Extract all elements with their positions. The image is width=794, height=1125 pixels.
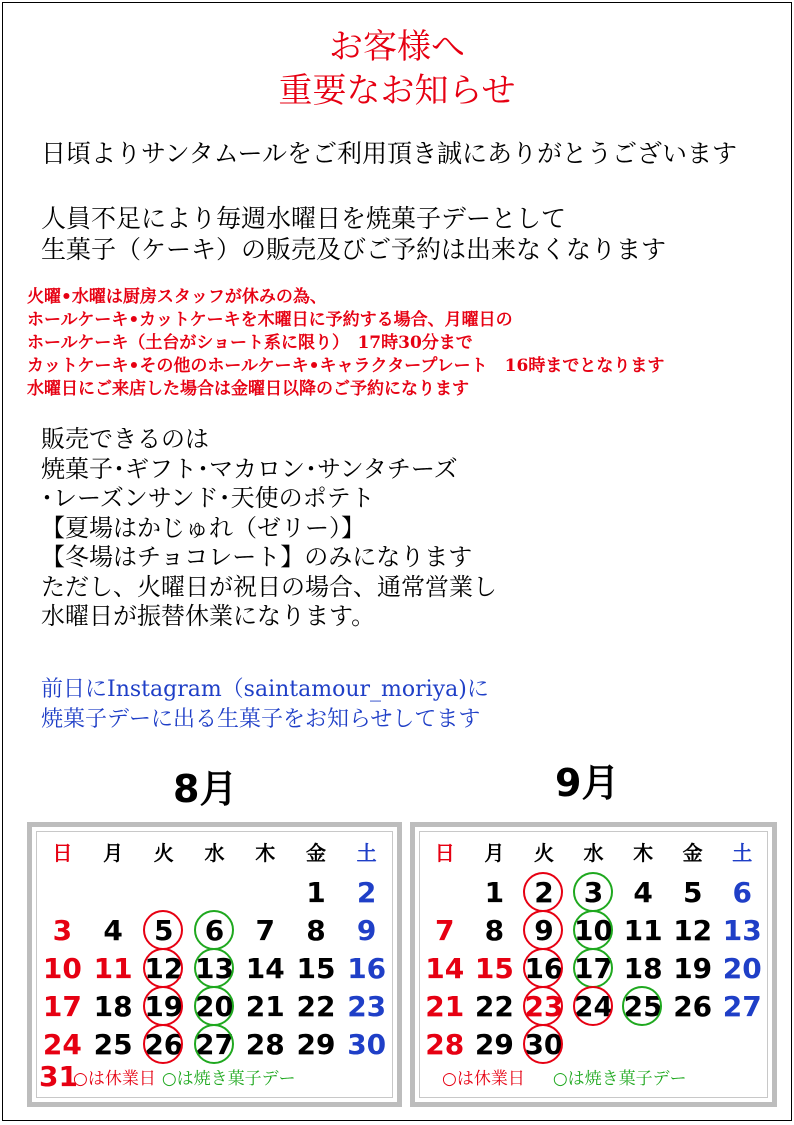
shortage-line-1: 人員不足により毎週水曜日を焼菓子デーとして	[41, 204, 567, 233]
september-calendar-frame	[419, 831, 768, 1098]
calendar-day: 22	[296, 990, 336, 1023]
legend-yaki: ○は焼き菓子デー	[161, 1069, 296, 1089]
weekday-label: 土	[356, 841, 377, 865]
calendar-legend	[442, 1067, 687, 1091]
weekday-header	[420, 838, 767, 868]
september-title: 9月	[555, 761, 620, 805]
note-line: カットケーキ•その他のホールケーキ•キャラクタープレート 16時までとなります	[27, 356, 665, 376]
calendar-day: 15	[474, 952, 514, 985]
calendar-day: 28	[245, 1028, 285, 1061]
instagram-line-1: 前日にInstagram（saintamour_moriya)に	[41, 677, 489, 702]
calendar-day: 19	[138, 988, 189, 1026]
calendar-day: 2	[356, 876, 377, 909]
calendar-day: 21	[245, 990, 285, 1023]
calendar-day: 9	[356, 914, 377, 947]
calendar-day: 19	[673, 952, 713, 985]
calendar-day: 25	[618, 988, 668, 1026]
calendar-empty-cell	[668, 1026, 718, 1064]
calendar-day: 11	[93, 952, 133, 985]
title-line-1: お客様へ	[329, 27, 465, 67]
product-line: 【夏場はかじゅれ（ゼリー）】	[41, 513, 365, 542]
calendar-day: 29	[474, 1028, 514, 1061]
august-calendar	[27, 822, 402, 1107]
day-grid	[420, 874, 767, 1064]
calendar-day: 14	[245, 952, 285, 985]
calendar-day: 17	[42, 990, 82, 1023]
shortage-notice	[41, 203, 666, 265]
product-line: 焼菓子･ギフト･マカロン･サンタチーズ	[41, 454, 458, 483]
calendar-day: 13	[189, 950, 240, 988]
calendar-day: 14	[425, 952, 465, 985]
week-row	[37, 874, 392, 912]
weekday-label: 木	[255, 841, 276, 865]
calendar-day: 8	[306, 914, 326, 947]
title-line-2: 重要なお知らせ	[278, 71, 516, 111]
weekday-header	[37, 838, 392, 868]
calendar-day: 3	[52, 914, 73, 947]
greeting-text: 日頃よりサンタムールをご利用頂き誠にありがとうございます	[41, 139, 738, 168]
calendar-day: 20	[722, 952, 762, 985]
product-line: 【冬場はチョコレート】のみになります	[41, 543, 473, 571]
calendar-empty-cell	[138, 874, 189, 912]
calendar-empty-cell	[37, 874, 88, 912]
calendar-day: 22	[474, 990, 514, 1023]
note-line: ホールケーキ（土台がショート系に限り） 17時30分まで	[27, 333, 473, 353]
calendar-day: 8	[484, 914, 505, 947]
calendar-day: 12	[673, 914, 713, 947]
product-line: 販売できるのは	[41, 425, 209, 453]
calendar-day: 12	[138, 950, 189, 988]
calendar-day: 11	[623, 914, 663, 947]
weekday-label: 水	[583, 841, 604, 865]
week-row	[420, 988, 767, 1026]
calendar-day: 23	[347, 990, 387, 1023]
calendar-day: 4	[103, 914, 123, 947]
week-row	[420, 912, 767, 950]
week-row	[420, 874, 767, 912]
calendar-day: 20	[189, 988, 240, 1026]
weekday-label: 金	[682, 841, 703, 865]
legend-yaki: ○は焼き菓子デー	[552, 1069, 687, 1089]
calendar-day: 1	[306, 876, 326, 909]
calendar-day: 2	[519, 874, 569, 912]
calendar-empty-cell	[569, 1026, 619, 1064]
calendar-day: 30	[347, 1028, 387, 1061]
calendar-day: 17	[569, 950, 619, 988]
product-line: ただし、火曜日が祝日の場合、通常営業し	[41, 572, 497, 601]
note-line: 水曜日にご来店した場合は金曜日以降のご予約になります	[27, 379, 469, 399]
legend-closed: ○は休業日	[73, 1069, 156, 1089]
calendar-empty-cell	[240, 874, 291, 912]
calendar-day: 23	[519, 988, 569, 1026]
day-grid	[37, 874, 392, 1064]
reservation-notes	[27, 286, 664, 401]
weekday-label: 日	[52, 841, 73, 865]
calendar-day: 5	[682, 876, 703, 909]
note-line: ホールケーキ•カットケーキを木曜日に予約する場合、月曜日の	[27, 310, 513, 330]
calendar-empty-cell	[618, 1026, 668, 1064]
calendar-day: 10	[569, 912, 619, 950]
legend-closed: ○は休業日	[442, 1069, 525, 1089]
note-line: 火曜•水曜は厨房スタッフが休みの為、	[27, 287, 327, 307]
weekday-label: 日	[434, 841, 455, 865]
calendar-day: 9	[519, 912, 569, 950]
weekday-label: 月	[484, 841, 505, 865]
shortage-line-2: 生菓子（ケーキ）の販売及びご予約は出来なくなります	[41, 235, 667, 264]
september-calendar	[410, 822, 777, 1107]
weekday-label: 月	[103, 841, 124, 865]
week-row	[37, 988, 392, 1026]
calendar-day: 27	[189, 1026, 240, 1064]
calendar-empty-cell	[420, 874, 470, 912]
product-line: 水曜日が振替休業になります。	[41, 602, 376, 630]
calendar-day: 29	[296, 1028, 336, 1061]
week-row	[37, 912, 392, 950]
calendar-day: 7	[255, 914, 275, 947]
calendar-day: 10	[42, 952, 82, 985]
calendar-legend	[73, 1067, 296, 1091]
august-calendar-frame	[36, 831, 393, 1098]
weekday-label: 水	[204, 841, 225, 865]
weekday-label: 土	[732, 841, 753, 865]
weekday-label: 木	[633, 841, 654, 865]
calendar-day: 5	[138, 912, 189, 950]
calendar-day: 6	[189, 912, 240, 950]
calendar-day: 4	[633, 876, 653, 909]
calendar-day: 6	[732, 876, 752, 909]
notice-page	[2, 2, 792, 1121]
calendar-day: 7	[435, 914, 455, 947]
calendar-day: 25	[93, 1028, 133, 1061]
august-title: 8月	[173, 767, 238, 811]
calendar-day: 30	[519, 1026, 569, 1064]
calendar-empty-cell	[88, 874, 139, 912]
calendar-day: 21	[425, 990, 465, 1023]
week-row	[37, 1026, 392, 1064]
calendar-day-31: 31	[39, 1060, 78, 1093]
calendar-empty-cell	[189, 874, 240, 912]
calendar-day: 13	[722, 914, 762, 947]
calendar-day: 16	[347, 952, 387, 985]
calendar-day: 24	[569, 988, 619, 1026]
calendar-day: 27	[722, 990, 762, 1023]
calendar-day: 26	[673, 990, 713, 1023]
calendar-day: 18	[623, 952, 663, 985]
calendar-day: 1	[484, 876, 505, 909]
product-line: ･レーズンサンド･天使のポテト	[41, 484, 375, 512]
instagram-notice	[41, 675, 489, 735]
calendar-empty-cell	[717, 1026, 767, 1064]
weekday-label: 火	[153, 841, 174, 865]
week-row	[420, 1026, 767, 1064]
calendar-day: 24	[42, 1028, 82, 1061]
calendar-day: 16	[519, 950, 569, 988]
products-list	[41, 425, 497, 632]
calendar-day: 3	[569, 874, 619, 912]
calendar-day: 18	[93, 990, 133, 1023]
greeting	[41, 138, 737, 169]
calendar-day: 26	[138, 1026, 189, 1064]
calendar-day: 15	[296, 952, 336, 985]
week-row	[420, 950, 767, 988]
week-row	[37, 950, 392, 988]
instagram-line-2: 焼菓子デーに出る生菓子をお知らせしてます	[41, 707, 481, 732]
weekday-label: 火	[533, 841, 554, 865]
weekday-label: 金	[305, 841, 326, 865]
calendar-day: 28	[425, 1028, 465, 1061]
